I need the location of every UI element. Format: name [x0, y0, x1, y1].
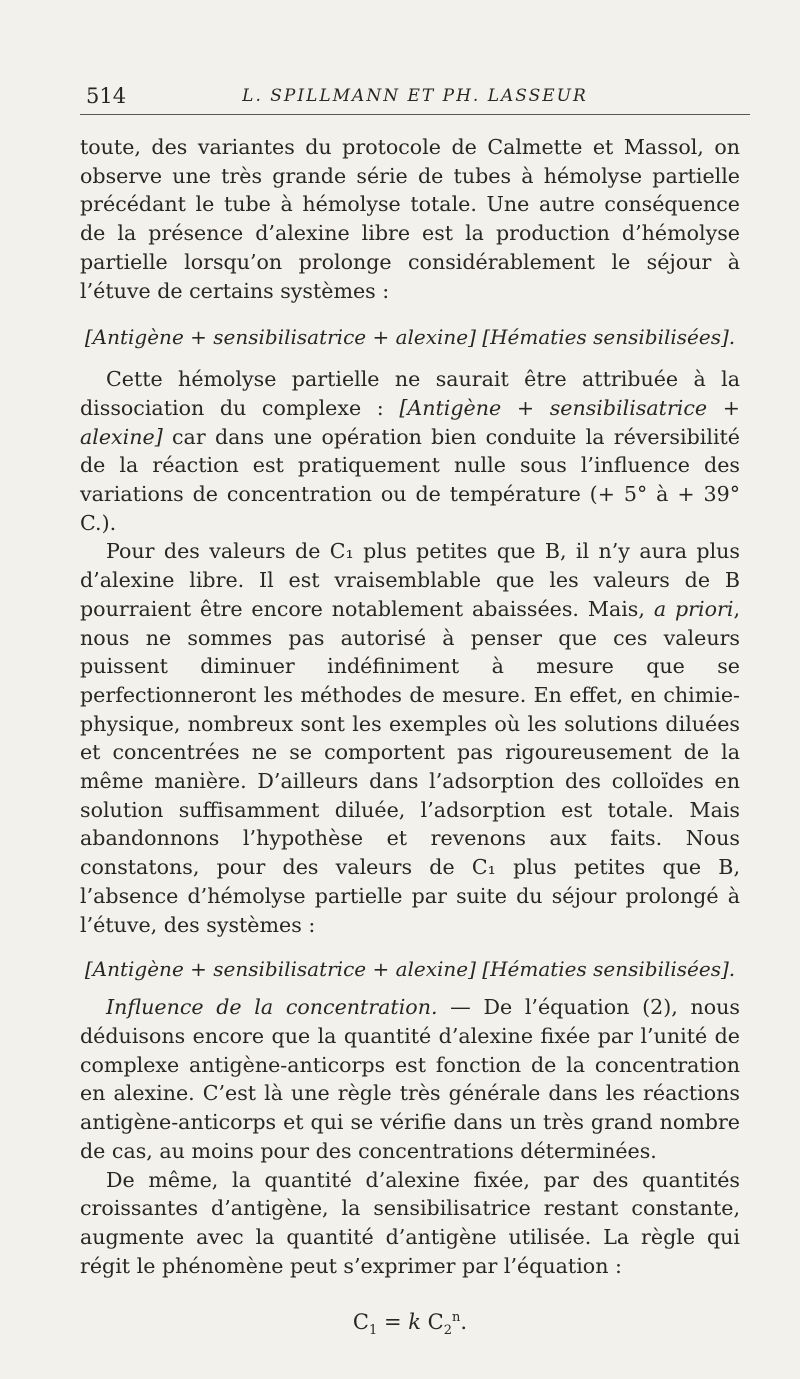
page-header — [80, 80, 750, 115]
paragraph-free-alexine: Pour des valeurs de C₁ plus petites que B, il n’y aura plus d’alexine libre. Il est vraisemblable que les valeurs de B pourraient être encore notablement abaissées. Mais, a priori, nous ne sommes pas autorisé à penser que ces valeurs puissent diminuer indéfiniment à mesure que se perfectionneront les méthodes de mesure. En effet, en chimie-physique, nombreux sont les exemples où les solutions diluées et concentrées ne se comportent pas rigoureusement de la même manière. D’ailleurs dans l’adsorption des colloïdes en solution suffisamment diluée, l’adsorption est totale. Mais abandonnons l’hypothèse et revenons aux faits. Nous constatons, pour des valeurs de C₁ plus petites que B, l’absence d’hémolyse partielle par suite du séjour prolongé à l’étuve, des systèmes : — [80, 539, 740, 937]
running-head: L. SPILLMANN ET PH. LASSEUR — [242, 86, 588, 106]
formula-systems-2: [Antigène + sensibilisatrice + alexine] [Hématies sensibilisées]. — [84, 957, 736, 982]
inline-formula: [Antigène + sensibilisatrice + alexine] — [80, 395, 740, 449]
equation: $C_1 = k$ $C_2^n$. — [352, 1310, 468, 1339]
paragraph-dissociation: Cette hémolyse partielle ne saurait être attribuée à la dissociation du complexe : [Antigène + sensibilisatrice + alexine] car dans une opération bien conduite la réversibilité de la réaction est pratiquement nulle sous l’influence des variations de concentration ou de température (+ 5° à + 39° C.). — [80, 367, 740, 535]
page-body — [80, 133, 740, 1339]
italic-a-priori: a priori — [653, 596, 734, 621]
section-heading: Influence de la concentration. — [106, 995, 438, 1020]
paragraph-continuation: toute, des variantes du protocole de Calmette et Massol, on observe une très grande série de tubes à hémolyse partielle précédant le tube à hémolyse totale. Une autre conséquence de la présence d’alexine libre est la production d’hémolyse partielle lorsqu’on prolonge considérablement le séjour à l’étuve de certains systèmes : — [80, 135, 740, 303]
paragraph-antigen-quantity: De même, la quantité d’alexine fixée, par des quantités croissantes d’antigène, la sensibilisatrice restant constante, augmente avec la quantité d’antigène utilisée. La règle qui régit le phénomène peut s’exprimer par l’équation : — [80, 1167, 740, 1278]
paragraph-concentration: Influence de la concentration. — De l’équation (2), nous déduisons encore que la quantité d’alexine fixée par l’unité de complexe antigène-anticorps est fonction de la concentration en alexine. C’est là une règle très générale dans les réactions antigène-anticorps et qui se vérifie dans un très grand nombre de cas, au moins pour des concentrations déterminées. — [80, 995, 740, 1163]
page-number: 514 — [86, 84, 127, 108]
formula-systems-1: [Antigène + sensibilisatrice + alexine] [Hématies sensibilisées]. — [84, 325, 736, 350]
